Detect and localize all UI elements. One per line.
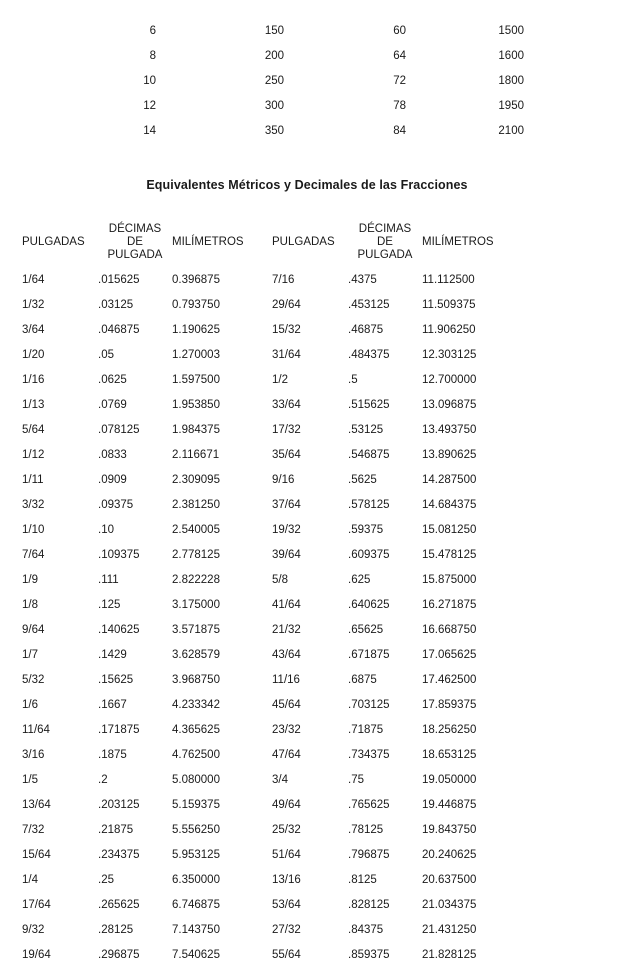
cell-pulgadas-right: 43/64 (272, 649, 301, 661)
cell-pulgadas-right: 27/32 (272, 924, 301, 936)
column-header-milimetros-right (422, 218, 522, 266)
cell-pulgadas-right: 51/64 (272, 849, 301, 861)
cell-pulgadas-right: 19/32 (272, 524, 301, 536)
cell-decimas-right: .59375 (348, 524, 384, 536)
cell-pulgadas-left: 11/64 (22, 724, 50, 736)
cell-decimas-left: .109375 (98, 549, 140, 561)
cell-decimas-right: .5 (348, 374, 358, 386)
cell-pulgadas-right: 7/16 (272, 274, 295, 286)
cell-milimetros-left: 7.540625 (172, 949, 220, 961)
cell-milimetros-right: 20.637500 (422, 874, 477, 886)
table-row (22, 643, 522, 668)
table-row (22, 543, 522, 568)
header-label-decimas-line3-2: PULGADA (357, 248, 413, 261)
cell-decimas-left: .1429 (98, 649, 127, 661)
top-table-cell: 60 (393, 24, 406, 37)
cell-decimas-left: .125 (98, 599, 121, 611)
cell-decimas-right: .515625 (348, 399, 390, 411)
cell-milimetros-right: 14.684375 (422, 499, 477, 511)
cell-pulgadas-right: 17/32 (272, 424, 301, 436)
top-table-cell: 78 (393, 99, 406, 112)
cell-decimas-left: .0769 (98, 399, 127, 411)
header-row (22, 218, 522, 266)
cell-decimas-right: .8125 (348, 874, 377, 886)
cell-pulgadas-left: 1/16 (22, 374, 45, 386)
table-row (22, 818, 522, 843)
header-label-pulgadas-2: PULGADAS (272, 235, 335, 248)
table-row (22, 618, 522, 643)
cell-pulgadas-right: 39/64 (272, 549, 301, 561)
cell-pulgadas-left: 1/11 (22, 474, 44, 486)
cell-milimetros-left: 1.597500 (172, 374, 220, 386)
top-table-spacer (524, 118, 638, 143)
top-table-row (0, 68, 638, 93)
table-row (22, 343, 522, 368)
cell-milimetros-right: 12.303125 (422, 349, 477, 361)
top-table-cell: 1600 (498, 49, 524, 62)
cell-decimas-right: .78125 (348, 824, 384, 836)
header-label-decimas-line2-2: DE (377, 235, 393, 248)
cell-milimetros-left: 4.365625 (172, 724, 220, 736)
cell-milimetros-right: 19.843750 (422, 824, 477, 836)
table-row (22, 793, 522, 818)
cell-pulgadas-right: 47/64 (272, 749, 301, 761)
cell-decimas-right: .671875 (348, 649, 390, 661)
cell-milimetros-left: 5.080000 (172, 774, 220, 786)
table-row (22, 668, 522, 693)
cell-pulgadas-right: 45/64 (272, 699, 301, 711)
cell-decimas-right: .578125 (348, 499, 390, 511)
header-label-decimas-line3: PULGADA (107, 248, 163, 261)
cell-pulgadas-left: 7/32 (22, 824, 45, 836)
cell-pulgadas-right: 35/64 (272, 449, 301, 461)
cell-pulgadas-left: 5/32 (22, 674, 45, 686)
top-table-cell: 150 (264, 24, 284, 37)
cell-pulgadas-right: 9/16 (272, 474, 295, 486)
cell-pulgadas-left: 5/64 (22, 424, 45, 436)
top-table-cell: 1500 (498, 24, 524, 37)
table-row (22, 468, 522, 493)
cell-pulgadas-right: 55/64 (272, 949, 301, 961)
cell-milimetros-left: 3.175000 (172, 599, 220, 611)
table-row (22, 368, 522, 393)
cell-decimas-left: .0625 (98, 374, 127, 386)
cell-milimetros-right: 18.653125 (422, 749, 477, 761)
table-row (22, 768, 522, 793)
cell-decimas-right: .765625 (348, 799, 390, 811)
cell-decimas-left: .09375 (98, 499, 134, 511)
cell-decimas-right: .546875 (348, 449, 390, 461)
cell-milimetros-right: 12.700000 (422, 374, 477, 386)
top-table-cell: 12 (143, 99, 156, 112)
cell-milimetros-left: 2.822228 (172, 574, 220, 586)
column-header-decimas-left (98, 218, 172, 266)
page-title: Equivalentes Métricos y Decimales de las Fracciones (146, 178, 468, 192)
cell-milimetros-right: 21.034375 (422, 899, 477, 911)
cell-milimetros-left: 6.350000 (172, 874, 220, 886)
cell-decimas-right: .84375 (348, 924, 384, 936)
header-label-pulgadas: PULGADAS (22, 235, 85, 248)
cell-milimetros-right: 20.240625 (422, 849, 477, 861)
cell-pulgadas-left: 1/32 (22, 299, 45, 311)
fraction-table-body (22, 266, 522, 968)
table-row (22, 568, 522, 593)
header-label-decimas-line1: DÉCIMAS (108, 222, 162, 235)
cell-pulgadas-right: 3/4 (272, 774, 288, 786)
cell-milimetros-right: 11.906250 (422, 324, 476, 336)
cell-decimas-left: .296875 (98, 949, 140, 961)
cell-pulgadas-left: 1/12 (22, 449, 45, 461)
cell-decimas-left: .265625 (98, 899, 140, 911)
cell-decimas-right: .4375 (348, 274, 377, 286)
top-table-row (0, 93, 638, 118)
cell-milimetros-right: 21.431250 (422, 924, 477, 936)
top-table-spacer (524, 93, 638, 118)
cell-decimas-left: .28125 (98, 924, 134, 936)
table-row (22, 393, 522, 418)
cell-pulgadas-left: 13/64 (22, 799, 51, 811)
top-table-cell: 14 (143, 124, 156, 137)
cell-pulgadas-left: 1/7 (22, 649, 38, 661)
cell-milimetros-right: 16.271875 (422, 599, 477, 611)
cell-milimetros-left: 2.309095 (172, 474, 220, 486)
top-table-spacer (524, 18, 638, 43)
cell-milimetros-left: 7.143750 (172, 924, 220, 936)
cell-decimas-right: .796875 (348, 849, 390, 861)
cell-decimas-left: .10 (98, 524, 114, 536)
cell-decimas-right: .609375 (348, 549, 390, 561)
cell-milimetros-left: 5.953125 (172, 849, 220, 861)
column-header-decimas-right (348, 218, 422, 266)
cell-decimas-right: .640625 (348, 599, 390, 611)
cell-decimas-left: .05 (98, 349, 114, 361)
table-row (22, 443, 522, 468)
cell-milimetros-right: 13.493750 (422, 424, 477, 436)
cell-milimetros-left: 2.540005 (172, 524, 220, 536)
cell-pulgadas-right: 21/32 (272, 624, 301, 636)
cell-pulgadas-left: 17/64 (22, 899, 51, 911)
cell-decimas-left: .015625 (98, 274, 140, 286)
cell-milimetros-right: 17.859375 (422, 699, 477, 711)
cell-pulgadas-right: 13/16 (272, 874, 301, 886)
table-row (22, 718, 522, 743)
cell-decimas-right: .6875 (348, 674, 377, 686)
header-label-milimetros-2: MILÍMETROS (422, 235, 494, 248)
cell-milimetros-left: 1.953850 (172, 399, 220, 411)
top-table-cell: 84 (393, 124, 406, 137)
cell-decimas-right: .453125 (348, 299, 390, 311)
cell-pulgadas-right: 1/2 (272, 374, 288, 386)
table-row (22, 918, 522, 943)
cell-pulgadas-right: 29/64 (272, 299, 301, 311)
cell-decimas-left: .171875 (98, 724, 140, 736)
table-row (22, 743, 522, 768)
cell-pulgadas-left: 1/20 (22, 349, 45, 361)
cell-pulgadas-right: 15/32 (272, 324, 301, 336)
cell-milimetros-right: 15.875000 (422, 574, 477, 586)
cell-pulgadas-left: 1/9 (22, 574, 38, 586)
cell-milimetros-left: 2.778125 (172, 549, 220, 561)
table-row (22, 868, 522, 893)
top-table-spacer (524, 68, 638, 93)
cell-pulgadas-left: 7/64 (22, 549, 45, 561)
column-header-pulgadas-left (22, 218, 98, 266)
cell-milimetros-left: 0.793750 (172, 299, 220, 311)
top-table-cell: 10 (143, 74, 156, 87)
cell-milimetros-right: 19.050000 (422, 774, 477, 786)
cell-pulgadas-left: 1/64 (22, 274, 45, 286)
top-numeric-table-body (0, 18, 638, 143)
top-table-cell: 1800 (498, 74, 524, 87)
cell-pulgadas-left: 15/64 (22, 849, 51, 861)
cell-milimetros-right: 16.668750 (422, 624, 477, 636)
table-row (22, 266, 522, 293)
top-table-row (0, 118, 638, 143)
cell-pulgadas-left: 3/64 (22, 324, 45, 336)
top-table-cell: 6 (149, 24, 156, 37)
cell-pulgadas-right: 23/32 (272, 724, 301, 736)
cell-milimetros-left: 0.396875 (172, 274, 220, 286)
top-table-cell: 64 (393, 49, 406, 62)
cell-milimetros-left: 2.381250 (172, 499, 220, 511)
cell-milimetros-left: 5.556250 (172, 824, 220, 836)
table-row (22, 318, 522, 343)
cell-pulgadas-right: 37/64 (272, 499, 301, 511)
cell-decimas-left: .046875 (98, 324, 140, 336)
table-row (22, 693, 522, 718)
cell-milimetros-right: 17.065625 (422, 649, 477, 661)
top-numeric-table (0, 18, 638, 143)
cell-milimetros-left: 1.270003 (172, 349, 220, 361)
top-table-spacer (524, 43, 638, 68)
cell-pulgadas-left: 1/4 (22, 874, 38, 886)
cell-pulgadas-left: 3/32 (22, 499, 45, 511)
top-table-cell: 300 (264, 99, 284, 112)
cell-pulgadas-left: 3/16 (22, 749, 45, 761)
cell-decimas-right: .625 (348, 574, 371, 586)
cell-pulgadas-right: 49/64 (272, 799, 301, 811)
cell-decimas-left: .25 (98, 874, 114, 886)
cell-decimas-left: .1875 (98, 749, 127, 761)
top-table-row (0, 18, 638, 43)
column-header-milimetros-left (172, 218, 272, 266)
cell-milimetros-left: 5.159375 (172, 799, 220, 811)
cell-decimas-right: .828125 (348, 899, 390, 911)
cell-milimetros-left: 1.984375 (172, 424, 220, 436)
top-table-cell: 350 (264, 124, 284, 137)
cell-decimas-left: .140625 (98, 624, 140, 636)
cell-decimas-left: .234375 (98, 849, 140, 861)
cell-milimetros-left: 1.190625 (172, 324, 220, 336)
cell-pulgadas-right: 25/32 (272, 824, 301, 836)
fraction-equivalents-table (22, 218, 522, 968)
table-row (22, 943, 522, 968)
cell-pulgadas-left: 19/64 (22, 949, 51, 961)
cell-milimetros-right: 19.446875 (422, 799, 477, 811)
header-label-decimas-line1-2: DÉCIMAS (358, 222, 412, 235)
cell-pulgadas-left: 1/13 (22, 399, 45, 411)
table-row (22, 593, 522, 618)
cell-decimas-right: .734375 (348, 749, 390, 761)
cell-milimetros-left: 2.116671 (172, 449, 220, 461)
cell-decimas-left: .2 (98, 774, 108, 786)
cell-milimetros-right: 13.096875 (422, 399, 477, 411)
column-header-pulgadas-right (272, 218, 348, 266)
cell-milimetros-right: 15.081250 (422, 524, 477, 536)
cell-decimas-right: .703125 (348, 699, 390, 711)
cell-pulgadas-left: 1/5 (22, 774, 38, 786)
cell-milimetros-right: 18.256250 (422, 724, 477, 736)
cell-pulgadas-right: 31/64 (272, 349, 301, 361)
cell-decimas-right: .5625 (348, 474, 377, 486)
cell-milimetros-left: 3.571875 (172, 624, 220, 636)
cell-milimetros-left: 4.233342 (172, 699, 220, 711)
header-label-decimas-line2: DE (127, 235, 143, 248)
cell-decimas-left: .0833 (98, 449, 127, 461)
cell-decimas-left: .111 (98, 574, 119, 586)
top-table-cell: 72 (393, 74, 406, 87)
table-row (22, 418, 522, 443)
cell-pulgadas-right: 33/64 (272, 399, 301, 411)
cell-decimas-left: .0909 (98, 474, 127, 486)
cell-pulgadas-left: 1/10 (22, 524, 45, 536)
cell-decimas-right: .65625 (348, 624, 384, 636)
cell-decimas-left: .03125 (98, 299, 134, 311)
table-row (22, 293, 522, 318)
top-table-cell: 2100 (498, 124, 524, 137)
cell-milimetros-right: 13.890625 (422, 449, 477, 461)
cell-pulgadas-right: 41/64 (272, 599, 301, 611)
top-table-row (0, 43, 638, 68)
cell-milimetros-right: 14.287500 (422, 474, 477, 486)
top-table-cell: 1950 (498, 99, 524, 112)
cell-pulgadas-left: 9/64 (22, 624, 45, 636)
cell-decimas-right: .484375 (348, 349, 390, 361)
top-table-cell: 200 (264, 49, 284, 62)
cell-pulgadas-right: 5/8 (272, 574, 288, 586)
cell-decimas-left: .21875 (98, 824, 134, 836)
cell-milimetros-right: 15.478125 (422, 549, 477, 561)
cell-milimetros-right: 11.509375 (422, 299, 476, 311)
cell-milimetros-right: 17.462500 (422, 674, 477, 686)
table-row (22, 493, 522, 518)
cell-decimas-right: .46875 (348, 324, 384, 336)
cell-pulgadas-left: 1/8 (22, 599, 38, 611)
cell-milimetros-left: 3.628579 (172, 649, 220, 661)
cell-pulgadas-right: 53/64 (272, 899, 301, 911)
top-table-cell: 8 (149, 49, 156, 62)
cell-decimas-right: .859375 (348, 949, 390, 961)
cell-milimetros-left: 4.762500 (172, 749, 220, 761)
cell-milimetros-left: 6.746875 (172, 899, 220, 911)
cell-decimas-right: .53125 (348, 424, 384, 436)
table-row (22, 843, 522, 868)
fraction-table-header (22, 218, 522, 266)
cell-decimas-left: .203125 (98, 799, 140, 811)
header-label-milimetros: MILÍMETROS (172, 235, 244, 248)
cell-decimas-left: .078125 (98, 424, 140, 436)
table-row (22, 518, 522, 543)
cell-pulgadas-right: 11/16 (272, 674, 300, 686)
cell-milimetros-right: 21.828125 (422, 949, 477, 961)
cell-decimas-left: .15625 (98, 674, 134, 686)
cell-decimas-left: .1667 (98, 699, 127, 711)
cell-pulgadas-left: 1/6 (22, 699, 38, 711)
cell-decimas-right: .71875 (348, 724, 384, 736)
cell-decimas-right: .75 (348, 774, 364, 786)
cell-pulgadas-left: 9/32 (22, 924, 45, 936)
table-row (22, 893, 522, 918)
cell-milimetros-right: 11.112500 (422, 274, 475, 286)
cell-milimetros-left: 3.968750 (172, 674, 220, 686)
top-table-cell: 250 (264, 74, 284, 87)
